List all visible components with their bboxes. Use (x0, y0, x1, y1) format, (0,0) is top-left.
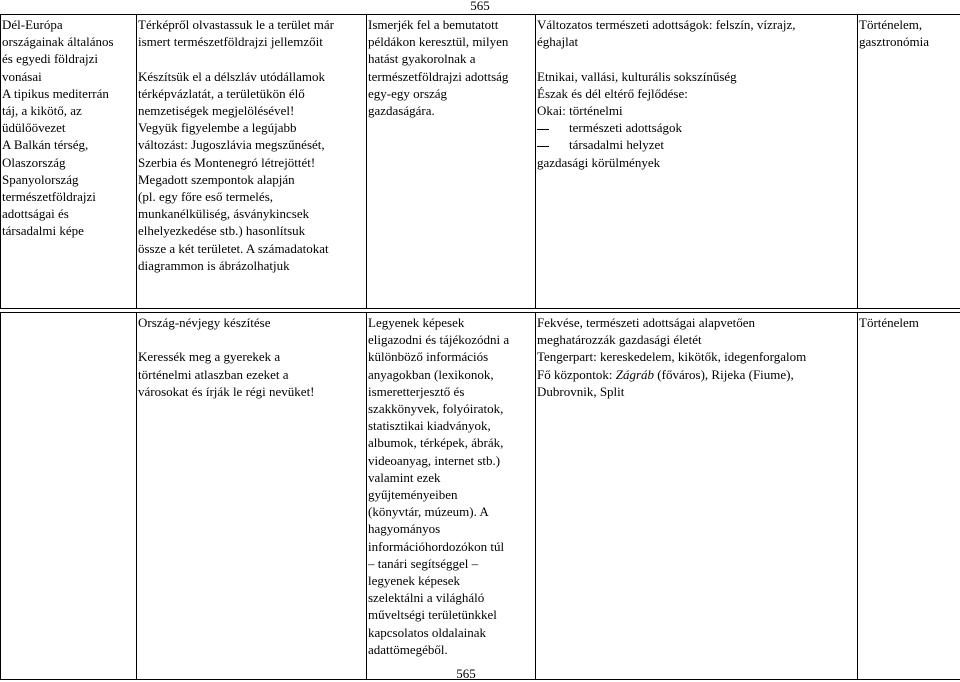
goal-line: adattömegéből. (368, 641, 534, 658)
content-line: meghatározzák gazdasági életét (537, 331, 856, 348)
curriculum-table-lower (0, 312, 960, 680)
goal-line: gyűjteményeiben (368, 486, 534, 503)
goal-line: információhordozókon túl (368, 538, 534, 555)
goal-line: hatást gyakorolnak a (368, 50, 534, 67)
topic-line: országainak általános (2, 33, 135, 50)
connection-cell (858, 313, 960, 680)
topic-line: Spanyolország (2, 171, 135, 188)
activity-line: változást: Jugoszlávia megszűnését, (138, 136, 365, 153)
content-line: Okai: történelmi (537, 102, 856, 119)
topic-line: társadalmi képe (2, 222, 135, 239)
content-cell (536, 313, 858, 680)
connection-cell (858, 15, 960, 309)
activity-line: Szerbia és Montenegró létrejöttét! (138, 154, 365, 171)
topic-line: és egyedi földrajzi (2, 50, 135, 67)
activity-line: diagrammon is ábrázolhatjuk (138, 257, 365, 274)
page-number-top: 565 (0, 0, 960, 14)
activity-line: nemzetiségek megjelölésével! (138, 102, 365, 119)
activity-line: munkanélküliség, ásványkincsek (138, 205, 365, 222)
activity-line: városokat és írják le régi nevüket! (138, 383, 365, 400)
activity-line: Ország-névjegy készítése (138, 314, 365, 331)
activity-line: Vegyük figyelembe a legújabb (138, 119, 365, 136)
activity-line: (pl. egy főre eső termelés, (138, 188, 365, 205)
activity-line: Megadott szempontok alapján (138, 171, 365, 188)
centers-rest: (főváros), Rijeka (Fiume), (654, 367, 794, 382)
content-line: Fekvése, természeti adottságai alapvetően (537, 314, 856, 331)
goal-line: természetföldrajzi adottság (368, 68, 534, 85)
goal-line: – tanári segítséggel – (368, 555, 534, 572)
goal-line: anyagokban (lexikonok, (368, 366, 534, 383)
centers-prefix: Fő központok: (537, 367, 616, 382)
topic-line: természetföldrajzi (2, 188, 135, 205)
dash-list-text: természeti adottságok (569, 120, 682, 135)
activity-line: Térképről olvastassuk le a terület már (138, 16, 365, 33)
activity-line: ismert természetföldrajzi jellemzőit (138, 33, 365, 50)
content-line: gazdasági körülmények (537, 154, 856, 171)
goal-line: eligazodni és tájékozódni a (368, 331, 534, 348)
goal-line: kapcsolatos oldalainak (368, 624, 534, 641)
connection-line: Történelem (859, 314, 959, 331)
dash-list-text: társadalmi helyzet (569, 137, 664, 152)
activity-cell (137, 313, 367, 680)
goal-line: műveltségi területünkkel (368, 606, 534, 623)
dash-list-item (537, 119, 856, 136)
activity-line: Keressék meg a gyerekek a (138, 348, 365, 365)
activity-line: Készítsük el a délszláv utódállamok (138, 68, 365, 85)
topic-line: A Balkán térség, (2, 136, 135, 153)
topic-cell-empty (1, 313, 137, 680)
activity-line: térképvázlatát, a területükön élő (138, 85, 365, 102)
content-line: Etnikai, vallási, kulturális sokszínűség (537, 68, 856, 85)
goal-cell (367, 15, 536, 309)
page-number-bottom: 565 (0, 666, 946, 682)
goal-line: videoanyag, internet stb.) (368, 452, 534, 469)
capital-name: Zágráb (616, 367, 654, 382)
goal-line: különböző információs (368, 348, 534, 365)
goal-line: gazdaságára. (368, 102, 534, 119)
topic-line: üdülőövezet (2, 119, 135, 136)
connection-line: gasztronómia (859, 33, 959, 50)
goal-line: hagyományos (368, 520, 534, 537)
connection-line: Történelem, (859, 16, 959, 33)
dash-bullet-icon (537, 129, 549, 130)
goal-line: szelektálni a világháló (368, 589, 534, 606)
goal-line: legyenek képesek (368, 572, 534, 589)
activity-line: össze a két területet. A számadatokat (138, 240, 365, 257)
goal-cell (367, 313, 536, 680)
topic-cell (1, 15, 137, 309)
centers-line-2: Dubrovnik, Split (537, 383, 856, 400)
content-line: Tengerpart: kereskedelem, kikötők, idegenforgalom (537, 348, 856, 365)
content-line: Változatos természeti adottságok: felszín, vízrajz, (537, 16, 856, 33)
goal-line: szakkönyvek, folyóiratok, (368, 400, 534, 417)
activity-cell (137, 15, 367, 309)
topic-line: adottságai és (2, 205, 135, 222)
curriculum-table-upper (0, 14, 960, 309)
dash-list-item (537, 136, 856, 153)
content-line: Észak és dél eltérő fejlődése: (537, 85, 856, 102)
topic-line: Olaszország (2, 154, 135, 171)
goal-line: Legyenek képesek (368, 314, 534, 331)
content-line: éghajlat (537, 33, 856, 50)
content-cell (536, 15, 858, 309)
main-centers-line (537, 366, 856, 383)
dash-bullet-icon (537, 146, 549, 147)
goal-line: egy-egy ország (368, 85, 534, 102)
goal-line: példákon keresztül, milyen (368, 33, 534, 50)
topic-line: A tipikus mediterrán (2, 85, 135, 102)
topic-line: táj, a kikötő, az (2, 102, 135, 119)
goal-line: albumok, térképek, ábrák, (368, 434, 534, 451)
goal-line: Ismerjék fel a bemutatott (368, 16, 534, 33)
activity-line: elhelyezkedése stb.) hasonlítsuk (138, 222, 365, 239)
goal-line: (könyvtár, múzeum). A (368, 503, 534, 520)
topic-line: vonásai (2, 68, 135, 85)
goal-line: valamint ezek (368, 469, 534, 486)
topic-line: Dél-Európa (2, 16, 135, 33)
goal-line: ismeretterjesztő és (368, 383, 534, 400)
activity-line: történelmi atlaszban ezeket a (138, 366, 365, 383)
goal-line: statisztikai kiadványok, (368, 417, 534, 434)
